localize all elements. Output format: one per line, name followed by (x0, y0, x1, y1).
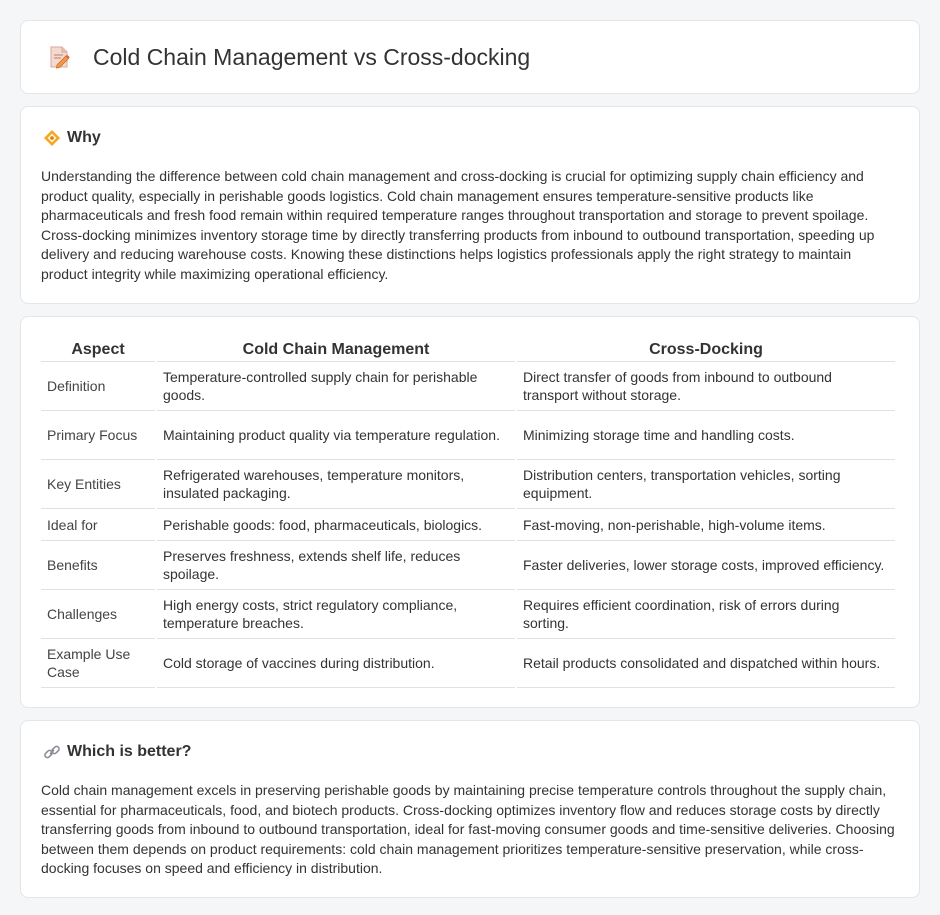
cold-chain-cell: Refrigerated warehouses, temperature monitors, insulated packaging. (157, 460, 515, 509)
why-section (20, 106, 920, 304)
cold-chain-cell: Cold storage of vaccines during distribution. (157, 639, 515, 688)
which-is-better-section (20, 720, 920, 898)
comparison-table-card (20, 316, 920, 708)
aspect-cell: Challenges (41, 590, 155, 639)
title-card (20, 20, 920, 94)
cold-chain-cell: Maintaining product quality via temperature regulation. (157, 411, 515, 460)
cross-docking-cell: Requires efficient coordination, risk of errors during sorting. (517, 590, 895, 639)
why-heading-label: Why (67, 129, 101, 146)
page-title: Cold Chain Management vs Cross-docking (93, 43, 531, 70)
link-icon (43, 743, 61, 761)
aspect-cell: Definition (41, 362, 155, 411)
better-heading (41, 743, 899, 761)
table-row (41, 590, 895, 639)
header-cold-chain: Cold Chain Management (157, 337, 515, 362)
cold-chain-cell: Preserves freshness, extends shelf life, reduces spoilage. (157, 541, 515, 590)
document-pencil-icon (45, 43, 73, 71)
table-row (41, 411, 895, 460)
aspect-cell: Ideal for (41, 509, 155, 541)
why-heading (41, 129, 899, 147)
header-cross-docking: Cross-Docking (517, 337, 895, 362)
diamond-sparkle-icon (43, 129, 61, 147)
table-row (41, 639, 895, 688)
table-row (41, 541, 895, 590)
header-aspect: Aspect (41, 337, 155, 362)
cross-docking-cell: Faster deliveries, lower storage costs, improved efficiency. (517, 541, 895, 590)
aspect-cell: Benefits (41, 541, 155, 590)
cross-docking-cell: Retail products consolidated and dispatched within hours. (517, 639, 895, 688)
table-row (41, 460, 895, 509)
better-heading-label: Which is better? (67, 743, 192, 760)
table-row (41, 362, 895, 411)
cross-docking-cell: Distribution centers, transportation vehicles, sorting equipment. (517, 460, 895, 509)
cross-docking-cell: Minimizing storage time and handling costs. (517, 411, 895, 460)
cross-docking-cell: Fast-moving, non-perishable, high-volume items. (517, 509, 895, 541)
table-row (41, 509, 895, 541)
cold-chain-cell: Perishable goods: food, pharmaceuticals, biologics. (157, 509, 515, 541)
better-paragraph: Cold chain management excels in preserving perishable goods by maintaining precise temperature controls throughout the supply chain, essential for pharmaceuticals, food, and biotech products. Cross-docking optimizes inventory flow and reduces storage costs by directly transferring goods from inbound to outbound transportation, ideal for fast-moving consumer goods and time-sensitive deliveries. Choosing between them depends on product requirements: cold chain management prioritizes temperature-sensitive preservation, while cross-docking focuses on speed and efficiency in distribution. (41, 782, 895, 876)
comparison-table (39, 337, 897, 688)
table-header-row (41, 337, 895, 362)
cross-docking-cell: Direct transfer of goods from inbound to outbound transport without storage. (517, 362, 895, 411)
cold-chain-cell: High energy costs, strict regulatory compliance, temperature breaches. (157, 590, 515, 639)
aspect-cell: Key Entities (41, 460, 155, 509)
why-paragraph: Understanding the difference between cold chain management and cross-docking is crucial for optimizing supply chain efficiency and product quality, especially in perishable goods logistics. Cold chain management ensures temperature-sensitive products like pharmaceuticals and fresh food remain within required temperature ranges throughout transportation and storage to prevent spoilage. Cross-docking minimizes inventory storage time by directly transferring products from inbound to outbound transportation, speeding up delivery and reducing warehouse costs. Knowing these distinctions helps logistics professionals apply the right strategy to maintain product integrity while maximizing operational efficiency. (41, 168, 875, 282)
aspect-cell: Primary Focus (41, 411, 155, 460)
cold-chain-cell: Temperature-controlled supply chain for perishable goods. (157, 362, 515, 411)
aspect-cell: Example Use Case (41, 639, 155, 688)
